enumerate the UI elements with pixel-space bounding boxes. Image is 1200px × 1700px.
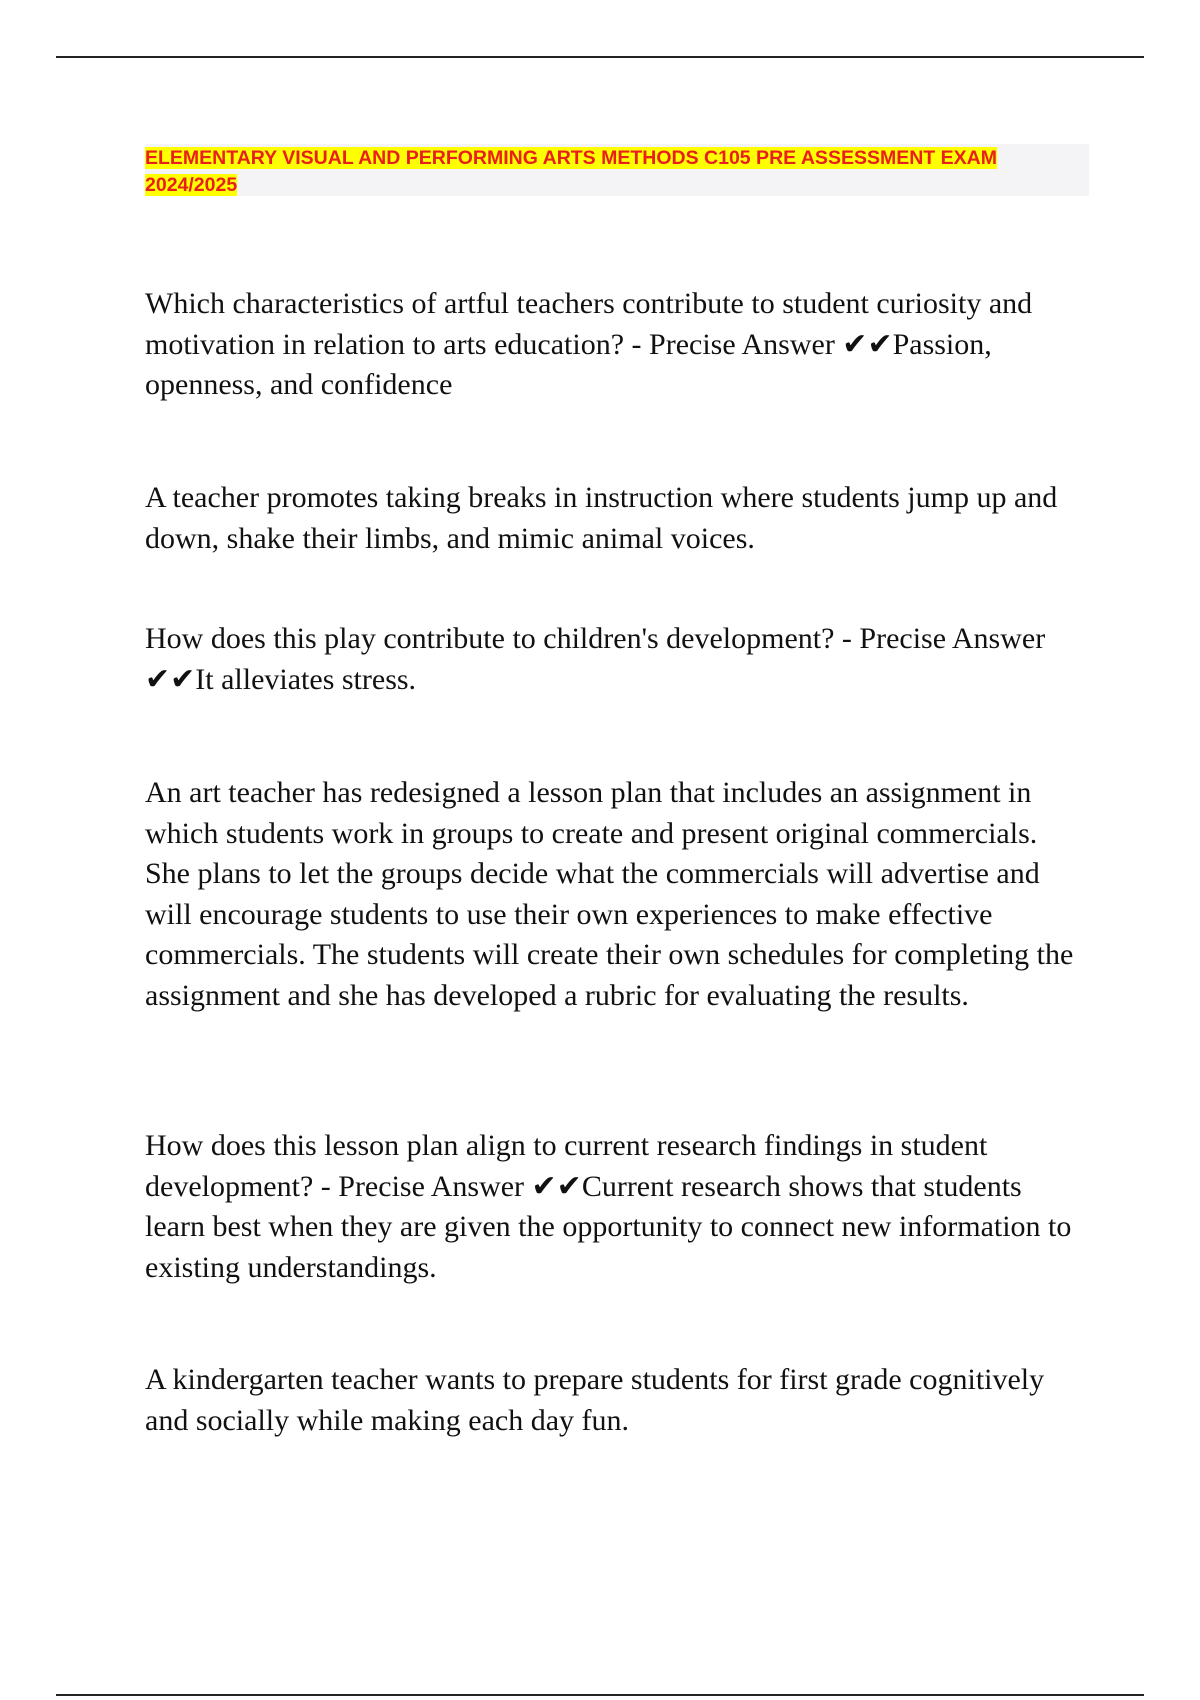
question-paragraph: How does this lesson plan align to current research findings in student development? - Precise Answer ✔✔Current research shows that students learn best when they are given the opportunity to connect new information to existing understandings. (145, 1129, 1072, 1284)
header-rule (56, 56, 1144, 58)
scenario-paragraph: An art teacher has redesigned a lesson plan that includes an assignment in which students work in groups to create and present original commercials. She plans to let the groups decide what the commercials will advertise and will encourage students to use their own experiences to make effective commercials. The students will create their own schedules for completing the assignment and she has developed a rubric for evaluating the results. (145, 776, 1074, 1012)
question-paragraph: How does this play contribute to children's development? - Precise Answer ✔✔It alleviates stress. (145, 622, 1046, 696)
title-highlight: ELEMENTARY VISUAL AND PERFORMING ARTS METHODS C105 PRE ASSESSMENT EXAM 2024/2025 (145, 147, 997, 196)
document-title (145, 145, 1075, 199)
question-paragraph: Which characteristics of artful teachers contribute to student curiosity and motivation in relation to arts education? - Precise Answer ✔✔Passion, openness, and confidence (145, 287, 1033, 401)
footer-rule (56, 1694, 1144, 1696)
scenario-paragraph: A kindergarten teacher wants to prepare students for first grade cognitively and socially while making each day fun. (145, 1363, 1045, 1437)
scenario-paragraph: A teacher promotes taking breaks in instruction where students jump up and down, shake their limbs, and mimic animal voices. (145, 481, 1058, 555)
